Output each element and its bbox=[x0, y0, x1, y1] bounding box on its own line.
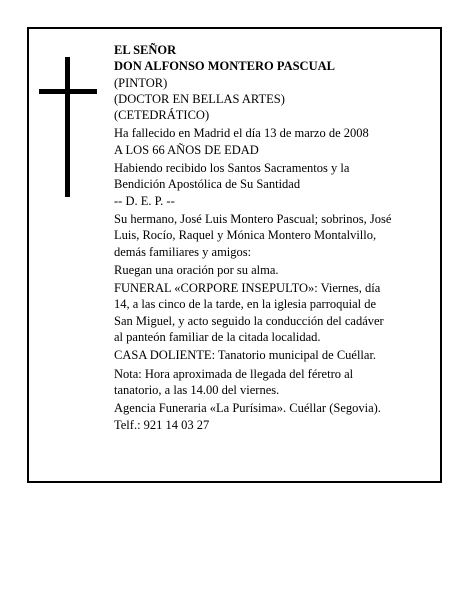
family-line-2: Luis, Rocío, Raquel y Mónica Montero Montalvillo, bbox=[114, 228, 377, 243]
note-line-1: Nota: Hora aproximada de llegada del féretro al bbox=[114, 366, 354, 381]
prayer-line: Ruegan una oración por su alma. bbox=[114, 262, 279, 277]
cross-horizontal-bar bbox=[39, 89, 97, 94]
death-announcement: Ha fallecido en Madrid el día 13 de marzo de 2008 bbox=[114, 126, 369, 141]
family-line-1: Su hermano, José Luis Montero Pascual; sobrinos, José bbox=[114, 211, 392, 226]
agency-phone: Telf.: 921 14 03 27 bbox=[114, 417, 210, 432]
funeral-line-4: al panteón familiar de la citada localidad. bbox=[114, 330, 321, 345]
age-line: A LOS 66 AÑOS DE EDAD bbox=[114, 142, 259, 157]
funeral-line-3: San Miguel, y acto seguido la conducción del cadáver bbox=[114, 313, 384, 328]
title-painter: (PINTOR) bbox=[114, 75, 168, 90]
note-line-2: tanatorio, a las 14.00 del viernes. bbox=[114, 382, 280, 397]
title-doctor: (DOCTOR EN BELLAS ARTES) bbox=[114, 91, 285, 106]
obituary-notice bbox=[27, 27, 442, 483]
sacraments-line-1: Habiendo recibido los Santos Sacramentos y la bbox=[114, 161, 350, 176]
agency-line-1: Agencia Funeraria «La Purísima». Cuéllar (Segovia). bbox=[114, 401, 381, 416]
honorific: EL SEÑOR bbox=[114, 43, 177, 57]
funeral-line-1: FUNERAL «CORPORE INSEPULTO»: Viernes, día bbox=[114, 281, 381, 296]
title-professor: (CETEDRÁTICO) bbox=[114, 108, 210, 123]
deceased-name: DON ALFONSO MONTERO PASCUAL bbox=[114, 59, 335, 74]
funeral-line-2: 14, a las cinco de la tarde, en la iglesia parroquial de bbox=[114, 297, 377, 312]
cross-icon bbox=[39, 57, 97, 197]
family-line-3: demás familiares y amigos: bbox=[114, 244, 252, 259]
sacraments-line-2: Bendición Apostólica de Su Santidad bbox=[114, 177, 301, 192]
rip-line: -- D. E. P. -- bbox=[114, 193, 175, 208]
cross-vertical-bar bbox=[65, 57, 70, 197]
obituary-text bbox=[114, 42, 439, 433]
mourning-house: CASA DOLIENTE: Tanatorio municipal de Cuéllar. bbox=[114, 348, 377, 363]
